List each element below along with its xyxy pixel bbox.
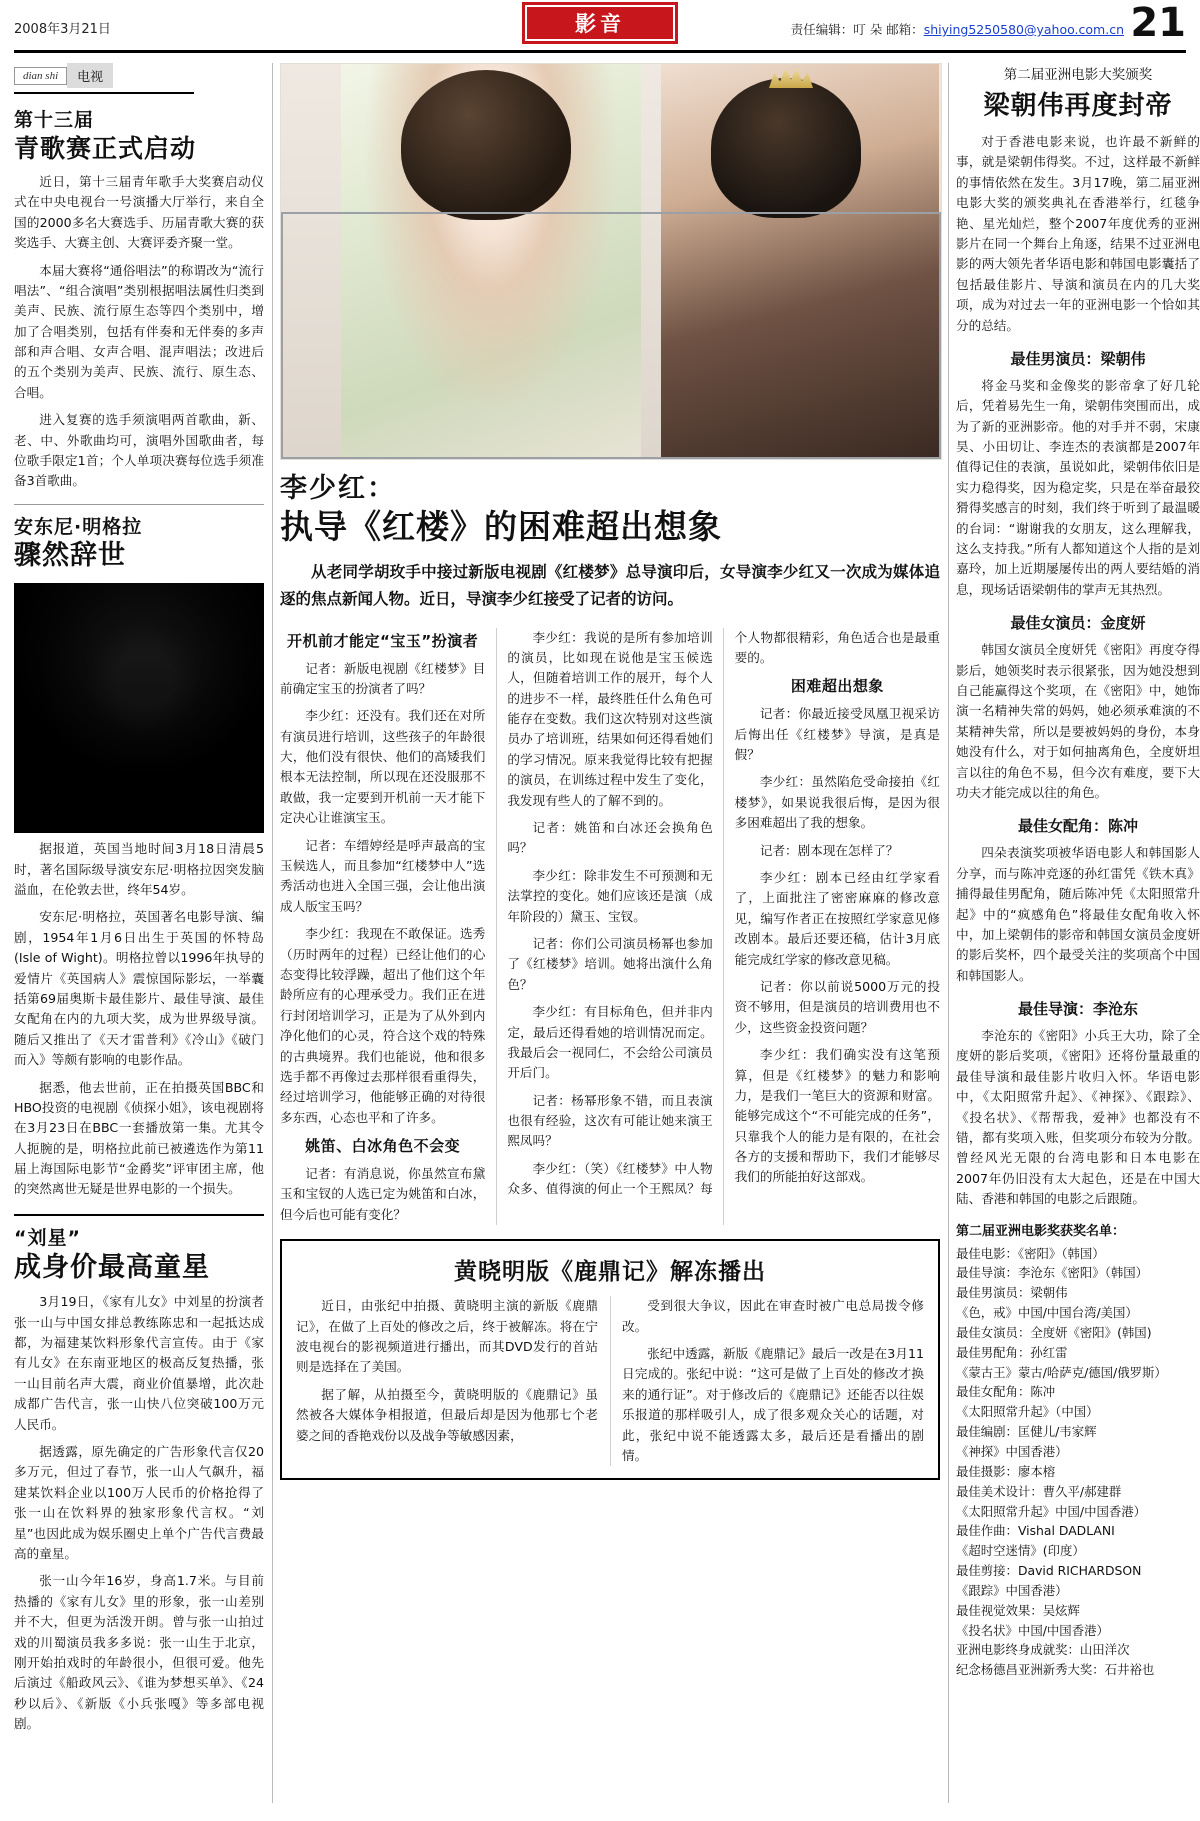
section-badge: 影音 [522,2,678,44]
box-paragraph: 受到很大争议，因此在审查时被广电总局拨令修改。 [622,1298,924,1334]
interview-subhead-3: 困难超出想象 [790,677,884,696]
portrait-anthony-minghella [14,583,264,833]
list-item: 最佳剪接：David RICHARDSON [956,1563,1142,1579]
box-paragraph: 张纪中透露，新版《鹿鼎记》最后一改是在3月11日完成的。张纪中说：“这可是做了上百处的修改才换来的通行证”。对于修改后的《鹿鼎记》还能否以往娱乐报道的那样吸引人，成了很多观众关心的话题，对此，张纪中说不能透露太多，最后还是看播出的剧情。 [622,1346,924,1463]
interview-q: 记者：你以前说5000万元的投资不够用，但是演员的培训费用也不少，这些资金投资问题？ [734,978,940,1035]
columns-container [14,63,1200,1803]
editor-email[interactable]: shiying5250580@yahoo.com.cn [923,22,1124,37]
list-item: 最佳美术设计：曹久平/郝建群 [956,1483,1122,1499]
article-qingge [14,108,264,492]
award-paragraph: 韩国女演员全度妍凭《密阳》再度夺得影后，她领奖时表示很紧张，因为她没想到自己能赢得这个奖项，在《密阳》中，她饰演一名精神失常的妈妈，她必须承难演的不某精神失常，所以是要被妈妈的身份，本身她没有什么，对于如何抽离角色，全度妍坦言以往的角色不易，但今次有难度，要下大功夫才能完成以往的角色。 [956,642,1200,800]
kicker-cn: 电视 [67,63,113,88]
list-item: 亚洲电影终身成就奖：山田洋次 [956,1642,1130,1658]
interview-q: 记者：剧本现在怎样了？ [759,842,899,858]
award-paragraph: 四朵表演奖项被华语电影人和韩国影人分享，而与陈冲竞逐的孙红雷凭《铁木真》捕得最佳男配角，随后陈冲凭《太阳照常升起》中的“疯感角色”将最佳女配角收入怀中，加上梁朝伟的影帝和韩国女演员金度妍的影后奖杯，四个最受关注的奖项高个中国和韩国影人。 [956,845,1200,983]
article-minghella [14,515,264,1200]
interview-a: 李少红：除非发生不可预测和无法掌控的变化。她们应该还是演（成年阶段的）黛玉、宝钗。 [507,867,713,924]
award-paragraph: 李沧东的《密阳》小兵王大功，除了全度妍的影后奖项，《密阳》还将份量最重的最佳导演和最佳影片收归入怀。华语电影中，《太阳照常升起》、《神探》、《跟踪》、《投名状》、《帮帮我，爱神》也都没有不错，都有奖项入账，但奖项分布较为分散。曾经风光无限的台湾电影和日本电影在2007年仍旧没有太大起色，还是在中国大陆、香港和韩国的电影之后跟随。 [956,1028,1200,1207]
list-item: 最佳女演员：全度妍《密阳》(韩国) [956,1324,1152,1340]
article-headline: 青歌赛正式启动 [14,133,197,163]
award-paragraph: 将金马奖和金像奖的影帝拿了好几轮后，凭着易先生一角，梁朝伟突围而出，成为了新的亚洲影帝。他的对手并不弱，宋康昊、小田切让、李连杰的表演都是2007年值得记住的表演，虽说如此，梁朝伟依旧是实力稳得奖，因为稳定奖，只是在举奋最狡猾得奖感言的时刻，我们终于听到了最温暖的台词：“谢谢我的女朋友，这么理解我，这么支持我。”所有人都知道这个人指的是刘嘉玲，加上近期屡屡传出的两人要结婚的消息，现场话语梁朝伟的掌声无其热烈。 [956,377,1200,597]
list-item: 最佳导演：李沧东《密阳》（韩国） [956,1265,1149,1281]
article-luding-box [280,1239,940,1480]
award-subhead-best-director: 最佳导演：李沧东 [1017,1000,1138,1019]
article-paragraph: 据透露，原先确定的广告形象代言仅20多万元，但过了春节，张一山人气飙升，福建某饮料企业以100万人民币的价格抢得了张一山在饮料界的独家形象代言权。“刘星”也因此成为娱乐圈史上单个广告代言费最高的童星。 [14,1444,264,1561]
list-item: 《蒙古王》蒙古/哈萨克/德国/俄罗斯） [956,1364,1167,1380]
awards-intro: 对于香港电影来说，也许最不新鲜的事，就是梁朝伟得奖。不过，这样最不新鲜的事情依然在发生。3月17晚，第二届亚洲电影大奖的颁奖典礼在香港举行，红毯争艳、星光灿烂，整个2007年度优秀的亚洲影片在同一个舞台上角逐，结果不过亚洲电影的两大领先者华语电影和韩国电影囊括了包括最佳影片、导演和演员在内的几大奖项，成为对过去一年的亚洲电影一个恰如其分的总结。 [956,134,1200,333]
list-item: 最佳女配角：陈冲 [956,1384,1056,1400]
article-headline: 骤然辞世 [14,540,126,572]
editor-label: 责任编辑：叮 朵 邮箱： [790,22,924,37]
article-paragraph: 3月19日，《家有儿女》中刘星的扮演者张一山与中国女排总教练陈忠和一起抵达成都，为福建某饮料形象代言宣传。由于《家有儿女》在东南亚地区的极高反复热播，张一山目前名声大震，商业价值暴增，此次赴成都广告代言，张一山快八位突破100万元人民币。 [14,1294,264,1432]
list-item: 最佳电影：《密阳》（韩国） [956,1245,1105,1261]
editor-info [791,20,1124,38]
lead-paragraph: 从老同学胡玫手中接过新版电视剧《红楼梦》总导演印后，女导演李少红又一次成为媒体追逐的焦点新闻人物。近日，导演李少红接受了记者的访问。 [280,563,940,609]
list-item: 《超时空迷情》(印度） [956,1543,1085,1559]
article-kicker: 第十三届 [14,109,95,131]
interview-a: 李少红：剧本已经由红学家看了，上面批注了密密麻麻的修改意见，编写作者正在按照红学家意见修改剧本。最后还要还稿，估计3月底能完成红学家的修改意见稿。 [734,870,940,967]
interview-a: 李少红：虽然陷危受命接拍《红楼梦》，如果说我很后悔，是因为很多困难超出了我的想象。 [734,774,940,831]
article-child-star [14,1226,264,1735]
list-item: 最佳男配角：孙红雷 [956,1344,1068,1360]
box-paragraph: 据了解，从拍摄至今，黄晓明版的《鹿鼎记》虽然被各大媒体争相报道，但最后却是因为他那七个老婆之间的香艳戏份以及战争等敏感因素， [296,1386,598,1443]
interview-q: 记者：你最近接受凤凰卫视采访后悔出任《红楼梦》导演，是真是假？ [734,706,940,763]
article-paragraph: 进入复赛的选手须演唱两首歌曲，新、老、中、外歌曲均可，演唱外国歌曲者，每位歌手限定1首；个人单项决赛每位选手须准备3首歌曲。 [14,412,264,489]
lead-headline: 执导《红楼》的困难超出想象 [280,507,722,546]
list-item: 《神探》中国香港） [956,1444,1068,1460]
middle-column [280,63,940,1480]
article-paragraph: 安东尼·明格拉，英国著名电影导演、编剧，1954年1月6日出生于英国的怀特岛(Isle of Wight)。明格拉曾以1996年执导的爱情片《英国病人》震惊国际影坛，一举囊括第69届奥斯卡最佳影片、最佳导演、最佳女配角在内的九项大奖，成为世界级导演。随后又推出了《天才雷普利》《冷山》《破门而入》等颇有影响的电影作品。 [14,909,264,1068]
winners-list [956,1244,1200,1681]
page-number: 21 [1130,0,1186,46]
interview-a: 李少红：有目标角色，但并非内定，最后还得看她的培训情况而定。我最后会一视同仁，不会给公司演员开后门。 [507,1004,713,1081]
list-item: 最佳男演员：梁朝伟 [956,1285,1068,1301]
article-paragraph: 据悉，他去世前，正在拍摄英国BBC和HBO投资的电视剧《侦探小姐》，该电视剧将在3月23日在BBC一套播放第一集。尤其令人扼腕的是，明格拉此前已被遴选作为第11届上海国际电影节“金爵奖”评审团主席，他的突然离世无疑是世界电影的一个损失。 [14,1079,264,1197]
list-item: 最佳作曲：Vishal DADLANI [956,1523,1115,1539]
section-kicker [14,63,194,94]
interview-body [280,628,940,1226]
interview-a: 李少红：（笑）《红楼梦》中人物众多、值得演的何止一个王熙凤？每个人物都很精彩，角色适合也是最重要的。 [507,629,940,1197]
article-kicker: 安东尼·明格拉 [14,515,143,538]
interview-q: 记者：杨幂形象不错，而且表演也很有经验，这次有可能让她来演王熙凤吗？ [507,1092,713,1149]
list-item: 《投名状》中国/中国香港） [956,1622,1109,1638]
interview-q: 记者：你们公司演员杨幂也参加了《红楼梦》培训。她将出演什么角色？ [507,935,713,992]
interview-q: 记者：新版电视剧《红楼梦》目前确定宝玉的扮演者了吗？ [280,660,486,696]
list-item: 《色，戒》中国/中国台湾/美国） [956,1305,1138,1321]
interview-q: 记者：有消息说，你虽然宣布黛玉和宝钗的人选已定为姚笛和白冰，但今后也可能有变化？ [280,1166,486,1222]
interview-a: 李少红：我们确实没有这笔预算，但是《红楼梦》的魅力和影响力，是我们一笔巨大的资源和财富。能够完成这个“不可能完成的任务”，只靠我个人的能力是有限的，在社会各方的支援和帮助下，我们才能够尽我们的所能拍好这部戏。 [734,1047,940,1185]
box-paragraph: 近日，由张纪中拍摄、黄晓明主演的新版《鹿鼎记》，在做了上百处的修改之后，终于被解冻。将在宁波电视台的影视频道进行播出，而其DVD发行的首站则是选择在了美国。 [296,1298,598,1375]
right-column [956,63,1200,1680]
list-item: 纪念杨德昌亚洲新秀大奖：石井裕也 [956,1662,1155,1678]
article-paragraph: 近日，第十三届青年歌手大奖赛启动仪式在中央电视台一号演播大厅举行，来自全国的2000多名大赛选手、历届青歌大赛的获奖选手、大赛主创、大赛评委齐聚一堂。 [14,173,264,251]
article-kicker: “刘星” [14,1226,81,1249]
interview-q: 记者：姚笛和白冰还会换角色吗？ [507,820,713,856]
lead-subject: 李少红： [280,473,396,504]
award-subhead-supporting-actress: 最佳女配角：陈冲 [1017,817,1138,836]
interview-q: 记者：车缙婷经是呼声最高的宝玉候选人，而且参加“红楼梦中人”选秀活动也进入全国三强，会让他出演成人版宝玉吗？ [280,837,486,914]
article-paragraph: 张一山今年16岁，身高1.7米。与目前热播的《家有儿女》里的形象，张一山差别并不大，但更为活泼开朗。曾与张一山拍过戏的川蜀演员我多多说：张一山生于北京，刚开始拍戏时的年龄很小，但很可爱。他先后演过《船政风云》、《谁为梦想买单》、《24秒以后》、《新版《小兵张嘎》等多部电视剧。 [14,1573,264,1732]
publication-date: 2008年3月21日 [14,22,111,37]
lead-photo-two-actresses [280,63,942,460]
kicker-pinyin: dian shi [14,67,67,85]
awards-kicker: 第二届亚洲电影大奖颁奖 [1003,67,1153,83]
list-item: 最佳视觉效果：吴炫辉 [956,1602,1080,1618]
interview-subhead-1: 开机前才能定“宝玉”扮演者 [287,631,479,650]
interview-subhead-2: 姚笛、白冰角色不会变 [305,1137,461,1156]
award-subhead-best-actor: 最佳男演员：梁朝伟 [1010,349,1146,368]
article-paragraph: 据报道，英国当地时间3月18日清晨5时，著名国际级导演安东尼·明格拉因突发脑溢血，在伦敦去世，终年54岁。 [14,841,264,898]
interview-a: 李少红：还没有。我们还在对所有演员进行培训，这些孩子的年龄很大，他们没有很快、他们的高矮我们根本无法控制，所以现在还没服那不敢做，我一定要到开机前一天才能下定决心让谁演宝玉。 [280,708,486,826]
winners-list-title: 第二届亚洲电影奖获奖名单： [956,1223,1126,1239]
left-column [14,63,264,1742]
list-item: 最佳编剧：匡健儿/韦家辉 [956,1424,1097,1440]
award-subhead-best-actress: 最佳女演员：金度妍 [1010,614,1146,633]
list-item: 《太阳照常升起》（中国） [956,1404,1099,1420]
article-paragraph: 本届大赛将“通俗唱法”的称谓改为“流行唱法”、“组合演唱”类别根据唱法属性归类到美声、民族、流行原生态等四个类别中，增加了合唱类别，包括有伴奏和无伴奏的多声部和声合唱、女声合唱、混声唱法；改进后的五个类别为美声、民族、流行、原生态、合唱。 [14,262,264,400]
masthead [14,0,1186,53]
awards-headline: 梁朝伟再度封帝 [983,91,1173,121]
list-item: 《太阳照常升起》中国/中国香港） [956,1503,1147,1519]
list-item: 最佳摄影：廖本榕 [956,1463,1056,1479]
box-headline: 黄晓明版《鹿鼎记》解冻播出 [454,1259,766,1286]
interview-a: 李少红：我说的是所有参加培训的演员，比如现在说他是宝玉候选人，但随着培训工作的展开，每个人的进步不一样，最终胜任什么角色可能存在变数。我们这次特别对这些演员办了培训班，结果如何还得看她们的学习情况。原来我觉得比较有把握的演员，在训练过程中发生了变化，我发现有些人的了解不到的。 [507,629,713,808]
article-headline: 成身价最高童星 [14,1251,210,1283]
list-item: 《跟踪》中国香港） [956,1582,1068,1598]
interview-a: 李少红：我现在不敢保证。选秀（历时两年的过程）已经让他们的心态变得比较浮躁，超出了他们这个年龄所应有的心理承受力。我们正在进行封闭培训学习，正是为了从外到内净化他们的心灵，符合这个戏的特殊的古典境界。我们也能说，他和很多选手都不再像过去那样很看重得失，经过培训学习，他能够正确的对待很多东西，心态也平和了许多。 [280,926,486,1125]
